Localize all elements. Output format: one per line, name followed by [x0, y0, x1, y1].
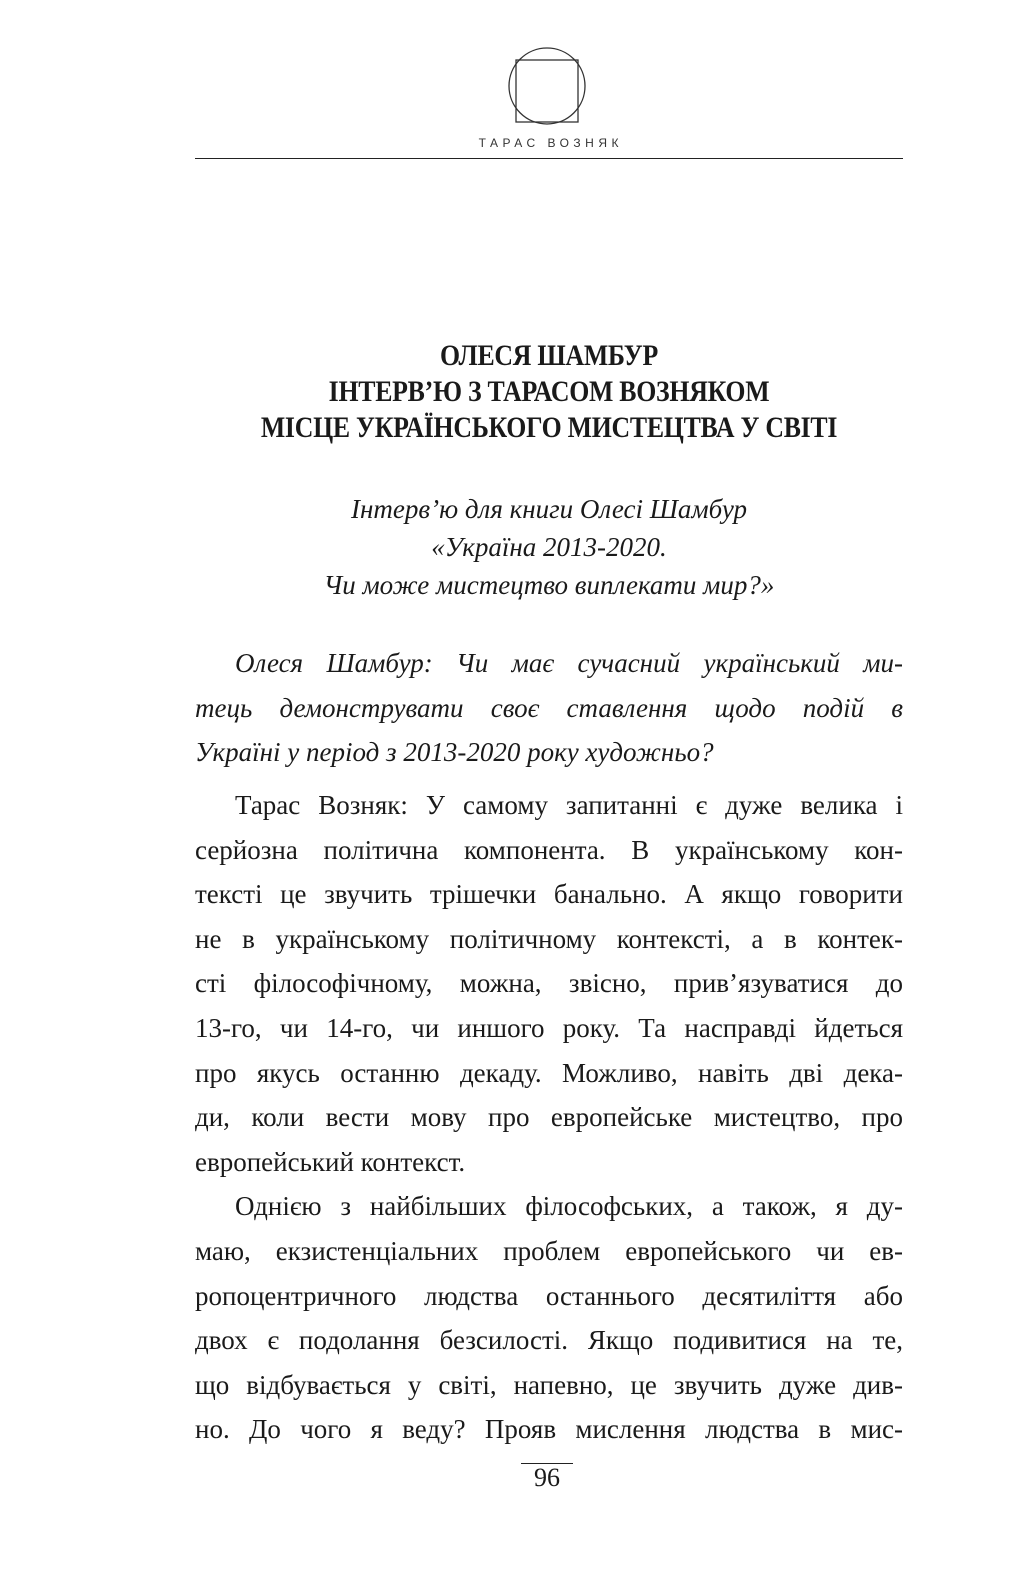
emblem-icon — [507, 46, 587, 126]
text-line: двох є подолання безсилості. Якщо подивитися на те, — [195, 1325, 903, 1356]
text-line: ропоцентричного людства останнього десятиліття або — [195, 1280, 903, 1311]
text-line: сті філософічному, можна, звісно, прив’язуватися до — [195, 968, 903, 999]
title-topic: МІСЦЕ УКРАЇНСЬКОГО МИСТЕЦТВА У СВІТІ — [260, 411, 838, 444]
subtitle-line: Інтерв’ю для книги Олесі Шамбур — [351, 494, 747, 524]
text-line: маю, екзистенціальних проблем европейського чи ев- — [195, 1235, 903, 1266]
chapter-title-block — [245, 338, 854, 446]
text-line: Тарас Возняк: У самому запитанні є дуже велика і — [235, 790, 903, 820]
text-line: серйозна політична компонента. В українському кон- — [195, 834, 903, 865]
subtitle-line: Чи може мистецтво виплекати мир?» — [323, 570, 775, 600]
text-line: но. До чого я веду? Прояв мислення людства в мис- — [195, 1414, 903, 1445]
text-line: ди, коли вести мову про европейське мистецтво, про — [195, 1102, 903, 1133]
text-line: тексті це звучить трішечки банально. А якщо говорити — [195, 879, 903, 910]
title-author: ОЛЕСЯ ШАМБУР — [439, 339, 658, 372]
answer-paragraph — [195, 1184, 903, 1452]
text-line: тець демонструвати своє ставлення щодо подій в — [195, 692, 903, 723]
answer-paragraph — [195, 783, 903, 1184]
text-line: не в українському політичному контексті, а в контек- — [195, 923, 903, 954]
running-head: ТАРАС ВОЗНЯК — [478, 136, 623, 150]
text-line: що відбувається у світі, напевно, це звучить дуже див- — [195, 1369, 903, 1400]
title-interview: ІНТЕРВ’Ю З ТАРАСОМ ВОЗНЯКОМ — [328, 375, 770, 408]
page-number: 96 — [534, 1463, 560, 1492]
text-line: Україні у період з 2013-2020 року художньо? — [195, 737, 714, 768]
text-line: Однією з найбільших філософських, а також, я ду- — [235, 1191, 903, 1222]
text-line: европейський контекст. — [195, 1146, 466, 1177]
question-paragraph — [195, 641, 903, 775]
answer-body — [195, 783, 903, 1452]
header-rule — [195, 158, 903, 159]
text-line: Олеся Шамбур: Чи має сучасний український ми- — [235, 648, 903, 678]
subtitle-line: «Україна 2013-2020. — [431, 532, 667, 562]
text-line: про якусь останню декаду. Можливо, навіть дві дека- — [195, 1057, 903, 1088]
subtitle-block — [195, 490, 903, 604]
text-line: 13-го, чи 14-го, чи иншого року. Та насправді йдеться — [195, 1012, 903, 1043]
